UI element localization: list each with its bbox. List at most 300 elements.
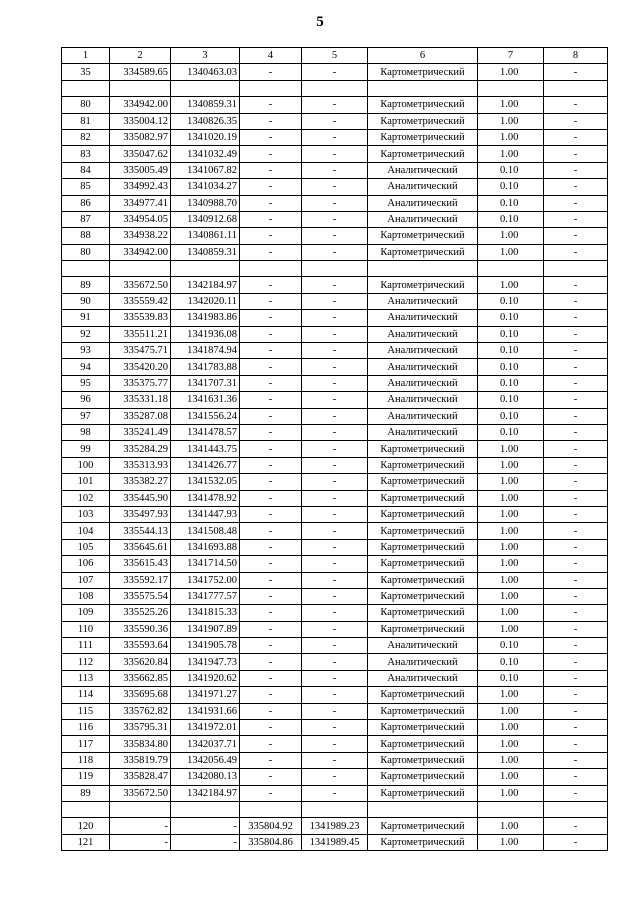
- table-cell: 0.10: [478, 326, 544, 342]
- table-cell: Аналитический: [368, 638, 478, 654]
- table-cell: -: [240, 670, 302, 686]
- table-cell: 1342037.71: [171, 736, 240, 752]
- table-row: [62, 424, 608, 440]
- table-row: [62, 392, 608, 408]
- table-cell: 113: [62, 670, 110, 686]
- table-cell: 103: [62, 506, 110, 522]
- table-row: [62, 785, 608, 801]
- table-cell: Картометрический: [368, 785, 478, 801]
- table-cell: -: [240, 769, 302, 785]
- table-cell: -: [544, 277, 608, 293]
- table-cell: 112: [62, 654, 110, 670]
- table-cell: Картометрический: [368, 97, 478, 113]
- table-cell: 1.00: [478, 572, 544, 588]
- table-cell: -: [544, 818, 608, 834]
- table-cell: 1.00: [478, 474, 544, 490]
- table-cell: -: [240, 621, 302, 637]
- table-cell: Картометрический: [368, 539, 478, 555]
- table-cell: Аналитический: [368, 326, 478, 342]
- table-cell: 1340988.70: [171, 195, 240, 211]
- table-cell: 108: [62, 588, 110, 604]
- table-cell: 1341426.77: [171, 457, 240, 473]
- empty-cell: [62, 80, 110, 96]
- table-cell: -: [302, 539, 368, 555]
- table-cell: Картометрический: [368, 703, 478, 719]
- table-cell: 94: [62, 359, 110, 375]
- table-cell: -: [544, 588, 608, 604]
- table-cell: -: [302, 457, 368, 473]
- header-cell: 5: [302, 48, 368, 64]
- table-cell: 0.10: [478, 408, 544, 424]
- table-cell: 111: [62, 638, 110, 654]
- table-cell: -: [240, 720, 302, 736]
- table-cell: 1341947.73: [171, 654, 240, 670]
- table-cell: 98: [62, 424, 110, 440]
- table-cell: Аналитический: [368, 654, 478, 670]
- table-cell: 119: [62, 769, 110, 785]
- table-cell: 1.00: [478, 621, 544, 637]
- table-cell: Аналитический: [368, 359, 478, 375]
- table-cell: 1341478.57: [171, 424, 240, 440]
- table-cell: -: [544, 129, 608, 145]
- table-cell: -: [544, 474, 608, 490]
- table-cell: 0.10: [478, 179, 544, 195]
- table-cell: 0.10: [478, 638, 544, 654]
- table-cell: 1.00: [478, 736, 544, 752]
- table-cell: 1.00: [478, 818, 544, 834]
- table-cell: 120: [62, 818, 110, 834]
- table-row: [62, 277, 608, 293]
- table-cell: 0.10: [478, 293, 544, 309]
- table-cell: Картометрический: [368, 113, 478, 129]
- table-cell: -: [544, 408, 608, 424]
- table-cell: 334938.22: [110, 228, 171, 244]
- table-cell: 1341707.31: [171, 375, 240, 391]
- table-cell: 1341815.33: [171, 605, 240, 621]
- table-cell: -: [544, 113, 608, 129]
- table-cell: Картометрический: [368, 441, 478, 457]
- table-cell: 335804.92: [240, 818, 302, 834]
- table-cell: 1.00: [478, 146, 544, 162]
- page-number: 5: [316, 14, 324, 30]
- empty-cell: [302, 801, 368, 817]
- table-cell: 105: [62, 539, 110, 555]
- table-cell: -: [544, 392, 608, 408]
- table-cell: 1.00: [478, 703, 544, 719]
- table-cell: 109: [62, 605, 110, 621]
- table-cell: Картометрический: [368, 752, 478, 768]
- table-row: [62, 146, 608, 162]
- table-cell: -: [544, 97, 608, 113]
- empty-cell: [478, 80, 544, 96]
- table-cell: 335331.18: [110, 392, 171, 408]
- table-cell: 85: [62, 179, 110, 195]
- table-cell: 334589.65: [110, 64, 171, 80]
- table-cell: 1.00: [478, 556, 544, 572]
- table-row: [62, 588, 608, 604]
- table-cell: -: [240, 441, 302, 457]
- table-cell: 1341920.62: [171, 670, 240, 686]
- table-cell: 335005.49: [110, 162, 171, 178]
- table-cell: -: [302, 670, 368, 686]
- table-cell: -: [302, 97, 368, 113]
- table-cell: Аналитический: [368, 211, 478, 227]
- table-cell: -: [544, 605, 608, 621]
- empty-cell: [110, 261, 171, 277]
- table-cell: 335762.82: [110, 703, 171, 719]
- table-cell: -: [240, 179, 302, 195]
- table-cell: 1.00: [478, 228, 544, 244]
- empty-cell: [62, 261, 110, 277]
- table-cell: -: [171, 818, 240, 834]
- table-cell: -: [544, 359, 608, 375]
- table-cell: 1341972.01: [171, 720, 240, 736]
- table-cell: -: [240, 539, 302, 555]
- table-cell: -: [240, 211, 302, 227]
- coordinates-table: [61, 47, 608, 851]
- table-cell: 1341874.94: [171, 343, 240, 359]
- table-row: [62, 162, 608, 178]
- table-cell: 1341905.78: [171, 638, 240, 654]
- empty-cell: [478, 261, 544, 277]
- table-cell: -: [240, 654, 302, 670]
- table-cell: Картометрический: [368, 244, 478, 260]
- table-cell: -: [302, 146, 368, 162]
- table-cell: -: [544, 326, 608, 342]
- table-row: [62, 654, 608, 670]
- table-cell: 0.10: [478, 670, 544, 686]
- table-cell: Картометрический: [368, 129, 478, 145]
- table-cell: -: [302, 195, 368, 211]
- table-row: [62, 539, 608, 555]
- table-cell: Аналитический: [368, 343, 478, 359]
- table-cell: -: [544, 64, 608, 80]
- table-row: [62, 523, 608, 539]
- table-cell: Картометрический: [368, 523, 478, 539]
- table-cell: -: [302, 129, 368, 145]
- table-row: [62, 326, 608, 342]
- table-cell: -: [302, 720, 368, 736]
- table-cell: -: [302, 523, 368, 539]
- table-cell: -: [544, 195, 608, 211]
- table-row: [62, 343, 608, 359]
- table-cell: -: [302, 359, 368, 375]
- table-cell: -: [240, 523, 302, 539]
- table-cell: 1341777.57: [171, 588, 240, 604]
- table-row: [62, 97, 608, 113]
- table-cell: -: [302, 277, 368, 293]
- table-cell: 1341032.49: [171, 146, 240, 162]
- table-cell: -: [544, 556, 608, 572]
- table-cell: 335420.20: [110, 359, 171, 375]
- table-cell: Картометрический: [368, 736, 478, 752]
- table-cell: -: [544, 621, 608, 637]
- table-row: [62, 375, 608, 391]
- table-cell: 335313.93: [110, 457, 171, 473]
- table-row: [62, 621, 608, 637]
- table-cell: 0.10: [478, 375, 544, 391]
- table-cell: -: [240, 752, 302, 768]
- header-cell: 2: [110, 48, 171, 64]
- table-cell: 335819.79: [110, 752, 171, 768]
- table-cell: 1341556.24: [171, 408, 240, 424]
- table-row: [62, 474, 608, 490]
- table-cell: 1341034.27: [171, 179, 240, 195]
- table-cell: Аналитический: [368, 195, 478, 211]
- table-cell: 107: [62, 572, 110, 588]
- table-cell: -: [240, 424, 302, 440]
- table-cell: 1.00: [478, 490, 544, 506]
- table-cell: 115: [62, 703, 110, 719]
- empty-cell: [110, 801, 171, 817]
- table-cell: 1341067.82: [171, 162, 240, 178]
- table-cell: -: [240, 277, 302, 293]
- table-row: [62, 408, 608, 424]
- table-cell: 1.00: [478, 244, 544, 260]
- table-cell: -: [240, 129, 302, 145]
- table-cell: 106: [62, 556, 110, 572]
- table-cell: -: [240, 244, 302, 260]
- table-cell: -: [302, 113, 368, 129]
- table-cell: 97: [62, 408, 110, 424]
- table-cell: 335004.12: [110, 113, 171, 129]
- table-cell: Аналитический: [368, 310, 478, 326]
- table-cell: Картометрический: [368, 621, 478, 637]
- empty-cell: [478, 801, 544, 817]
- table-cell: 1.00: [478, 785, 544, 801]
- table-cell: -: [544, 752, 608, 768]
- table-cell: -: [240, 343, 302, 359]
- table-cell: 1342184.97: [171, 277, 240, 293]
- table-cell: 80: [62, 97, 110, 113]
- table-cell: -: [544, 638, 608, 654]
- table-row: [62, 490, 608, 506]
- table-cell: -: [302, 490, 368, 506]
- table-row: [62, 638, 608, 654]
- table-cell: -: [544, 572, 608, 588]
- table-cell: -: [544, 736, 608, 752]
- table-cell: 0.10: [478, 211, 544, 227]
- table-cell: -: [240, 490, 302, 506]
- table-cell: 335284.29: [110, 441, 171, 457]
- table-cell: -: [110, 834, 171, 850]
- table-row: [62, 457, 608, 473]
- table-cell: -: [544, 375, 608, 391]
- table-cell: 82: [62, 129, 110, 145]
- table-cell: 335593.64: [110, 638, 171, 654]
- table-separator-row: [62, 801, 608, 817]
- table-cell: 335525.26: [110, 605, 171, 621]
- table-cell: 0.10: [478, 195, 544, 211]
- table-cell: Картометрический: [368, 556, 478, 572]
- table-cell: 335828.47: [110, 769, 171, 785]
- empty-cell: [302, 80, 368, 96]
- table-cell: 1.00: [478, 605, 544, 621]
- header-cell: 6: [368, 48, 478, 64]
- table-cell: -: [302, 638, 368, 654]
- table-row: [62, 720, 608, 736]
- empty-cell: [368, 261, 478, 277]
- table-cell: 101: [62, 474, 110, 490]
- table-cell: 91: [62, 310, 110, 326]
- table-row: [62, 113, 608, 129]
- table-cell: Картометрический: [368, 769, 478, 785]
- table-cell: 1340912.68: [171, 211, 240, 227]
- table-row: [62, 195, 608, 211]
- table-cell: -: [302, 556, 368, 572]
- table-cell: -: [110, 818, 171, 834]
- table-cell: -: [302, 605, 368, 621]
- table-cell: -: [240, 785, 302, 801]
- empty-cell: [171, 80, 240, 96]
- table-cell: Картометрический: [368, 818, 478, 834]
- table-cell: -: [240, 703, 302, 719]
- empty-cell: [110, 80, 171, 96]
- table-row: [62, 179, 608, 195]
- empty-cell: [240, 801, 302, 817]
- table-cell: -: [544, 506, 608, 522]
- table-cell: 1341447.93: [171, 506, 240, 522]
- table-cell: -: [240, 162, 302, 178]
- table-cell: -: [302, 703, 368, 719]
- table-cell: 90: [62, 293, 110, 309]
- table-cell: 335620.84: [110, 654, 171, 670]
- table-row: [62, 359, 608, 375]
- table-cell: 1341936.08: [171, 326, 240, 342]
- empty-cell: [368, 801, 478, 817]
- table-row: [62, 834, 608, 850]
- table-cell: 335287.08: [110, 408, 171, 424]
- table-cell: -: [302, 506, 368, 522]
- table-cell: 335382.27: [110, 474, 171, 490]
- table-cell: 1341508.48: [171, 523, 240, 539]
- table-cell: -: [302, 654, 368, 670]
- table-cell: 335804.86: [240, 834, 302, 850]
- table-cell: 1342184.97: [171, 785, 240, 801]
- table-cell: 335475.71: [110, 343, 171, 359]
- table-row: [62, 228, 608, 244]
- table-cell: 116: [62, 720, 110, 736]
- table-cell: -: [171, 834, 240, 850]
- table-cell: Аналитический: [368, 392, 478, 408]
- table-cell: Картометрический: [368, 834, 478, 850]
- empty-cell: [62, 801, 110, 817]
- table-cell: 80: [62, 244, 110, 260]
- table-cell: -: [544, 162, 608, 178]
- table-cell: Картометрический: [368, 506, 478, 522]
- table-cell: Картометрический: [368, 720, 478, 736]
- table-cell: -: [302, 392, 368, 408]
- table-cell: 335575.54: [110, 588, 171, 604]
- table-cell: 0.10: [478, 310, 544, 326]
- table-cell: -: [302, 621, 368, 637]
- table-cell: -: [544, 670, 608, 686]
- table-cell: -: [544, 179, 608, 195]
- table-cell: 117: [62, 736, 110, 752]
- empty-cell: [368, 80, 478, 96]
- table-cell: Аналитический: [368, 293, 478, 309]
- table-cell: 1.00: [478, 441, 544, 457]
- table-cell: 335559.42: [110, 293, 171, 309]
- table-cell: 1341478.92: [171, 490, 240, 506]
- table-cell: 334954.05: [110, 211, 171, 227]
- table-cell: 1.00: [478, 457, 544, 473]
- table-cell: 335375.77: [110, 375, 171, 391]
- table-cell: -: [240, 605, 302, 621]
- table-cell: 0.10: [478, 343, 544, 359]
- table-cell: -: [240, 588, 302, 604]
- table-row: [62, 556, 608, 572]
- table-cell: -: [302, 162, 368, 178]
- table-row: [62, 441, 608, 457]
- table-cell: -: [302, 310, 368, 326]
- empty-cell: [240, 261, 302, 277]
- header-cell: 7: [478, 48, 544, 64]
- table-cell: -: [302, 408, 368, 424]
- table-cell: -: [544, 490, 608, 506]
- table-cell: -: [302, 736, 368, 752]
- table-cell: 1341907.89: [171, 621, 240, 637]
- table-row: [62, 818, 608, 834]
- table-row: [62, 752, 608, 768]
- table-cell: Картометрический: [368, 474, 478, 490]
- table-cell: 83: [62, 146, 110, 162]
- table-cell: 88: [62, 228, 110, 244]
- table-row: [62, 310, 608, 326]
- table-cell: 1341931.66: [171, 703, 240, 719]
- table-cell: 334992.43: [110, 179, 171, 195]
- empty-cell: [240, 80, 302, 96]
- table-cell: -: [544, 457, 608, 473]
- table-cell: 0.10: [478, 654, 544, 670]
- table-cell: -: [544, 834, 608, 850]
- table-cell: -: [240, 326, 302, 342]
- table-cell: -: [544, 310, 608, 326]
- table-cell: 1340859.31: [171, 244, 240, 260]
- table-cell: 335539.83: [110, 310, 171, 326]
- table-cell: 1.00: [478, 97, 544, 113]
- table-cell: 92: [62, 326, 110, 342]
- table-cell: -: [544, 654, 608, 670]
- table-cell: 1341752.00: [171, 572, 240, 588]
- table-cell: -: [302, 179, 368, 195]
- table-cell: 335834.80: [110, 736, 171, 752]
- table-cell: -: [544, 146, 608, 162]
- table-cell: -: [240, 293, 302, 309]
- table-cell: 1341783.88: [171, 359, 240, 375]
- table-row: [62, 572, 608, 588]
- table-cell: Картометрический: [368, 228, 478, 244]
- table-cell: 1341989.23: [302, 818, 368, 834]
- table-cell: Картометрический: [368, 490, 478, 506]
- table-cell: 93: [62, 343, 110, 359]
- table-cell: -: [544, 228, 608, 244]
- table-cell: 89: [62, 785, 110, 801]
- table-cell: -: [240, 506, 302, 522]
- table-row: [62, 244, 608, 260]
- table-cell: -: [302, 474, 368, 490]
- table-cell: -: [240, 113, 302, 129]
- table-cell: -: [240, 736, 302, 752]
- table-row: [62, 211, 608, 227]
- table-cell: -: [544, 523, 608, 539]
- table-cell: 0.10: [478, 424, 544, 440]
- table-cell: 335497.93: [110, 506, 171, 522]
- table-cell: -: [240, 310, 302, 326]
- table-cell: -: [302, 769, 368, 785]
- table-cell: 104: [62, 523, 110, 539]
- table-cell: 100: [62, 457, 110, 473]
